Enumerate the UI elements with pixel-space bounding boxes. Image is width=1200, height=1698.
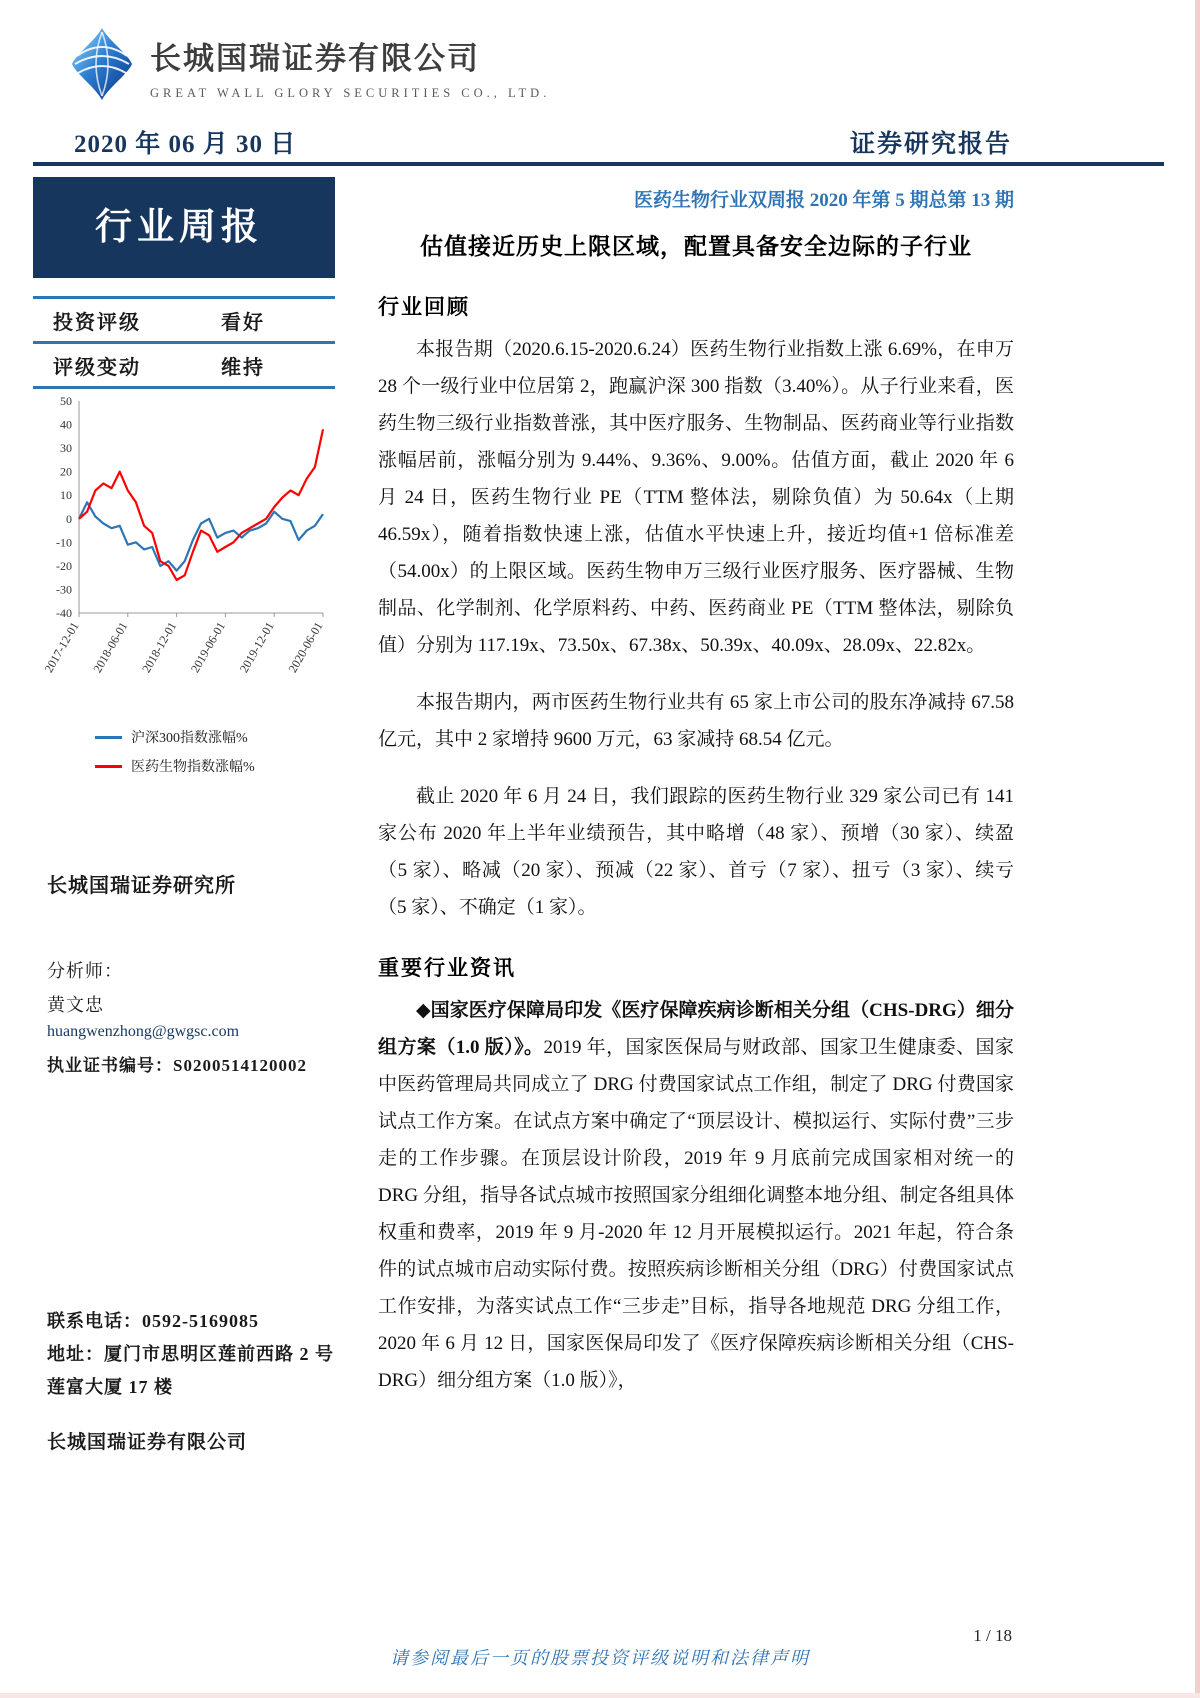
svg-text:2019-12-01: 2019-12-01 (236, 619, 277, 675)
paragraph-industry-news-1 (378, 992, 1014, 1399)
svg-text:2018-12-01: 2018-12-01 (139, 619, 180, 675)
report-type-label: 证券研究报告 (849, 131, 1012, 158)
brand-company-name: 长城国瑞证券有限公司 (150, 40, 480, 76)
sidebar-trend-chart (33, 391, 335, 785)
svg-text:-10: -10 (56, 535, 72, 550)
legend-label-pharma: 医药生物指数涨幅% (131, 760, 255, 775)
svg-text:0: 0 (66, 511, 72, 526)
svg-text:2020-06-01: 2020-06-01 (285, 619, 326, 675)
scan-edge-artifact-right (1195, 0, 1200, 1698)
rating-change-label: 评级变动 (53, 356, 141, 379)
page-number: 1 / 18 (973, 1626, 1012, 1645)
report-series-title: 医药生物行业双周报 2020 年第 5 期总第 13 期 (633, 190, 1014, 211)
svg-text:-30: -30 (56, 582, 72, 597)
analyst-license-number: 执业证书编号：S0200514120002 (47, 1056, 307, 1075)
contact-address-line-2: 莲富大厦 17 楼 (47, 1377, 173, 1397)
legend-item-pharma (95, 756, 335, 776)
scan-edge-artifact-bottom (0, 1693, 1200, 1698)
rating-row-change (33, 344, 335, 389)
rating-label: 投资评级 (53, 311, 141, 334)
footer-disclaimer-note: 请参阅最后一页的股票投资评级说明和法律声明 (390, 1648, 810, 1668)
contact-address-line-1: 地址：厦门市思明区莲前西路 2 号 (47, 1344, 334, 1364)
chart-legend (95, 727, 335, 776)
report-category-label: 行业周报 (95, 207, 263, 248)
section-title-industry-review: 行业回顾 (378, 295, 470, 319)
legend-swatch-blue (95, 736, 122, 739)
rating-change-value: 维持 (221, 356, 265, 379)
paragraph-industry-review-2: 本报告期内，两市医药生物行业共有 65 家上市公司的股东净减持 67.58 亿元，其中 2 家增持 9600 万元，63 家减持 68.54 亿元。 (378, 692, 1014, 750)
analyst-label: 分析师： (47, 961, 123, 981)
report-body (378, 177, 1014, 1399)
svg-text:20: 20 (60, 464, 72, 479)
svg-text:2017-12-01: 2017-12-01 (41, 619, 82, 675)
svg-text:2019-06-01: 2019-06-01 (187, 619, 228, 675)
svg-text:40: 40 (60, 417, 72, 432)
svg-text:-40: -40 (56, 606, 72, 620)
section-title-industry-news: 重要行业资讯 (378, 956, 516, 980)
svg-text:-20: -20 (56, 558, 72, 573)
svg-text:30: 30 (60, 441, 72, 456)
contact-phone: 联系电话：0592-5169085 (47, 1311, 259, 1331)
company-logo-icon (70, 26, 134, 107)
report-date: 2020 年 06 月 30 日 (74, 131, 297, 158)
paragraph-industry-review-1: 本报告期（2020.6.15-2020.6.24）医药生物行业指数上涨 6.69%，在申万 28 个一级行业中位居第 2，跑赢沪深 300 指数（3.40%）。从子行业来看，医药生物三级行业指数普涨，其中医疗服务、生物制品、医药商业等行业指数涨幅居前，涨幅分别为 9.44%、9.36%、9.00%。估值方面，截止 2020 年 6 月 24 日，医药生物行业 PE（TTM 整体法，剔除负值）为 50.64x（上期 46.59x），随着指数快速上涨，估值水平快速上升，接近均值+1 倍标准差（54.00x）的上限区域。医药生物申万三级行业医疗服务、医疗器械、生物制品、化学制剂、化学原料药、中药、医药商业 PE（TTM 整体法，剔除负值）分别为 117.19x、73.50x、67.38x、50.39x、40.09x、28.09x、22.82x。 (378, 339, 1014, 656)
sidebar-company-name: 长城国瑞证券有限公司 (47, 1432, 248, 1453)
header-divider (33, 162, 1164, 166)
report-header-brand (70, 26, 550, 107)
brand-company-name-en: GREAT WALL GLORY SECURITIES CO., LTD. (150, 85, 551, 100)
analyst-email-link[interactable]: huangwenzhong@gwgsc.com (47, 1023, 240, 1040)
page-title: 估值接近历史上限区域，配置具备安全边际的子行业 (420, 234, 972, 259)
rating-row-investment (33, 299, 335, 344)
legend-swatch-red (95, 765, 122, 768)
paragraph-industry-review-3: 截止 2020 年 6 月 24 日，我们跟踪的医药生物行业 329 家公司已有 141 家公布 2020 年上半年业绩预告，其中略增（48 家）、预增（30 家）、续盈（5 家）、略减（20 家）、预减（22 家）、首亏（7 家）、扭亏（3 家）、续亏（5 家）、不确定（1 家）。 (378, 786, 1014, 918)
news-lead-rest: 2019 年，国家医保局与财政部、国家卫生健康委、国家中医药管理局共同成立了 DRG 付费国家试点工作组，制定了 DRG 付费国家试点工作方案。在试点方案中确定了“顶层设计、模拟运行、实际付费”三步走的工作步骤。在顶层设计阶段，2019 年 9 月底前完成国家相对统一的 DRG 分组，指导各试点城市按照国家分组细化调整本地分组、制定各组具体权重和费率，2019 年 9 月-2020 年 12 月开展模拟运行。2021 年起，符合条件的试点城市启动实际付费。按照疾病诊断相关分组（DRG）付费国家试点工作安排，为落实试点工作“三步走”目标，指导各地规范 DRG 分组工作，2020 年 6 月 12 日，国家医保局印发了《医疗保障疾病诊断相关分组（CHS-DRG）细分组方案（1.0 版）》， (378, 1037, 1014, 1391)
legend-item-hs300 (95, 727, 335, 747)
legend-label-hs300: 沪深300指数涨幅% (131, 731, 248, 746)
rating-value: 看好 (221, 311, 265, 334)
analyst-name: 黄文忠 (47, 995, 104, 1015)
svg-text:50: 50 (60, 394, 72, 408)
research-institute-name: 长城国瑞证券研究所 (47, 875, 236, 897)
news-lead-bold: ◆国家医疗保障局印发《医疗保障疾病诊断相关分组（CHS-DRG）细分组方案（1.0 版）》。 (378, 1000, 1014, 1058)
svg-text:2018-06-01: 2018-06-01 (90, 619, 131, 675)
rating-table (33, 296, 335, 389)
svg-text:10: 10 (60, 488, 72, 503)
report-sidebar (33, 177, 335, 1647)
report-category-banner (33, 177, 335, 278)
